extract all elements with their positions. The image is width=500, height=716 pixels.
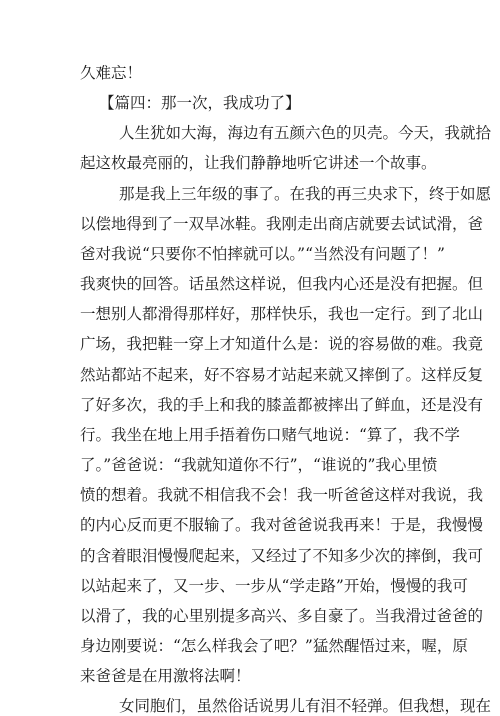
paragraph-line: 以偿地得到了一双旱冰鞋。我刚走出商店就要去试试滑，爸 xyxy=(80,215,484,233)
paragraph-line: 以滑了，我的心里别提多高兴、多自豪了。当我滑过爸爸的 xyxy=(80,607,484,625)
paragraph-line: 的内心反而更不服输了。我对爸爸说我再来！于是，我慢慢 xyxy=(80,516,484,534)
paragraph-line: 爸对我说“只要你不怕摔就可以。”“当然没有问题了！” xyxy=(80,245,445,263)
paragraph-line: 一想别人都滑得那样好，那样快乐，我也一定行。到了北山 xyxy=(80,305,484,323)
paragraph-line: 起这枚最亮丽的，让我们静静地听它讲述一个故事。 xyxy=(80,154,437,172)
paragraph-line: 了好多次，我的手上和我的膝盖都被摔出了鲜血，还是没有 xyxy=(80,396,484,414)
paragraph-line: 人生犹如大海，海边有五颜六色的贝壳。今天，我就拾 xyxy=(119,124,492,142)
paragraph-line: 然站都站不起来，好不容易才站起来就又摔倒了。这样反复 xyxy=(80,366,484,384)
paragraph-line: 行。我坐在地上用手捂着伤口赌气地说：“算了，我不学 xyxy=(80,426,460,444)
paragraph-line: 广场，我把鞋一穿上才知道什么是：说的容易做的难。我竟 xyxy=(80,335,484,353)
paragraph-line: 愤的想着。我就不相信我不会！我一听爸爸这样对我说，我 xyxy=(80,486,484,504)
paragraph-line: 那是我上三年级的事了。在我的再三央求下，终于如愿 xyxy=(119,185,492,203)
paragraph-line: 以站起来了，又一步、一步从“学走路”开始，慢慢的我可 xyxy=(80,577,468,595)
paragraph-line: 身边刚要说：“怎么样我会了吧？”猛然醒悟过来，喔，原 xyxy=(80,637,468,655)
paragraph-line: 来爸爸是在用激将法啊！ xyxy=(80,667,251,685)
paragraph-line: 女同胞们，虽然俗话说男儿有泪不轻弹。但我想，现在 xyxy=(119,697,492,715)
text-line: 久难忘！ xyxy=(80,64,143,82)
section-heading: 【篇四：那一次，我成功了】 xyxy=(99,94,301,112)
paragraph-line: 我爽快的回答。话虽然这样说，但我内心还是没有把握。但 xyxy=(80,275,484,293)
paragraph-line: 了。”爸爸说：“我就知道你不行”，“谁说的”我心里愤 xyxy=(80,456,438,474)
paragraph-line: 的含着眼泪慢慢爬起来，又经过了不知多少次的摔倒，我可 xyxy=(80,547,484,565)
